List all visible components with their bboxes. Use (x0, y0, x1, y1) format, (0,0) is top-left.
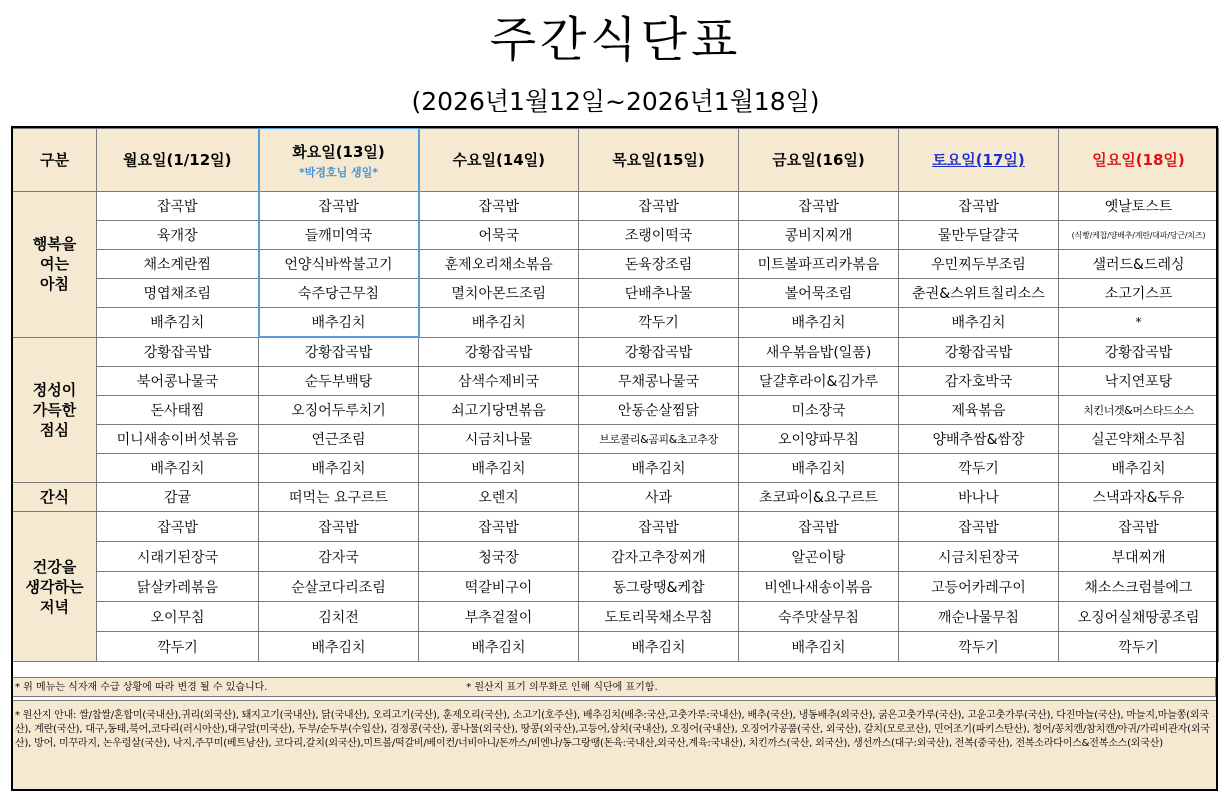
breakfast-menu-item: 어묵국 (419, 221, 579, 250)
lunch-menu-item: 깍두기 (899, 454, 1059, 483)
breakfast-menu-item: 언양식바싹불고기 (259, 250, 419, 279)
lunch-label: 정성이 가득한 점심 (13, 337, 97, 483)
lunch-menu-item: 무채콩나물국 (579, 367, 739, 396)
dinner-menu-item: 잡곡밥 (419, 512, 579, 542)
lunch-menu-item: 달걀후라이&김가루 (739, 367, 899, 396)
snack-menu-item: 사과 (579, 483, 739, 512)
breakfast-menu-item: 숙주당근무침 (259, 279, 419, 308)
dinner-menu-item: 감자국 (259, 542, 419, 572)
breakfast-menu-item: 샐러드&드레싱 (1059, 250, 1219, 279)
breakfast-menu-item: 물만두달걀국 (899, 221, 1059, 250)
header-wednesday: 수요일(14일) (419, 128, 579, 192)
breakfast-menu-item: 춘권&스위트칠리소스 (899, 279, 1059, 308)
lunch-menu-item: 실곤약채소무침 (1059, 425, 1219, 454)
breakfast-menu-item: 잡곡밥 (739, 192, 899, 221)
breakfast-menu-item: 잡곡밥 (579, 192, 739, 221)
lunch-menu-item: 브로콜리&곰피&초고추장 (579, 425, 739, 454)
lunch-menu-item: 오이양파무침 (739, 425, 899, 454)
lunch-menu-item: 시금치나물 (419, 425, 579, 454)
dinner-menu-item: 오징어실채땅콩조림 (1059, 602, 1219, 632)
origin-notice: * 원산지 표기 의무화로 인해 식단에 표기함. (466, 682, 658, 693)
breakfast-menu-item: 잡곡밥 (97, 192, 259, 221)
lunch-menu-item: 강황잡곡밥 (899, 337, 1059, 367)
header-friday: 금요일(16일) (739, 128, 899, 192)
lunch-row (13, 396, 1219, 425)
snack-menu-item: 스낵과자&두유 (1059, 483, 1219, 512)
lunch-menu-item: 강황잡곡밥 (259, 337, 419, 367)
breakfast-menu-item: 배추김치 (739, 308, 899, 338)
dinner-menu-item: 깍두기 (97, 632, 259, 662)
dinner-menu-item: 고등어카레구이 (899, 572, 1059, 602)
breakfast-menu-item: 채소계란찜 (97, 250, 259, 279)
header-category: 구분 (13, 128, 97, 192)
lunch-menu-item: 낙지연포탕 (1059, 367, 1219, 396)
breakfast-menu-item: 우민찌두부조림 (899, 250, 1059, 279)
dinner-menu-item: 숙주맛살무침 (739, 602, 899, 632)
breakfast-label: 행복을 여는 아침 (13, 192, 97, 338)
breakfast-menu-item: 옛날토스트 (1059, 192, 1219, 221)
dinner-menu-item: 잡곡밥 (579, 512, 739, 542)
dinner-menu-item: 배추김치 (579, 632, 739, 662)
lunch-menu-item: 강황잡곡밥 (419, 337, 579, 367)
birthday-note: *박경호님 생일* (298, 165, 379, 179)
header-tuesday (259, 128, 419, 192)
dinner-menu-item: 배추김치 (419, 632, 579, 662)
dinner-label: 건강을 생각하는 저녁 (13, 512, 97, 662)
lunch-row (13, 454, 1219, 483)
page-title: 주간식단표 (489, 12, 742, 68)
breakfast-menu-item: 육개장 (97, 221, 259, 250)
lunch-row (13, 337, 1219, 367)
dinner-menu-item: 잡곡밥 (259, 512, 419, 542)
snack-menu-item: 바나나 (899, 483, 1059, 512)
dinner-menu-item: 청국장 (419, 542, 579, 572)
breakfast-menu-item: 배추김치 (97, 308, 259, 338)
lunch-menu-item: 새우볶음밥(일품) (739, 337, 899, 367)
lunch-menu-item: 감자호박국 (899, 367, 1059, 396)
header-saturday-label: 토요일(17일) (932, 151, 1025, 170)
breakfast-menu-item: 훈제오리채소볶음 (419, 250, 579, 279)
dinner-menu-item: 닭살카레볶음 (97, 572, 259, 602)
breakfast-menu-item: * (1059, 308, 1219, 338)
header-saturday (899, 128, 1059, 192)
dinner-menu-item: 동그랑땡&케찹 (579, 572, 739, 602)
breakfast-menu-item: 배추김치 (419, 308, 579, 338)
dinner-menu-item: 순살코다리조림 (259, 572, 419, 602)
snack-row (13, 483, 1219, 512)
dinner-menu-item: 부대찌개 (1059, 542, 1219, 572)
breakfast-menu-item: 콩비지찌개 (739, 221, 899, 250)
lunch-menu-item: 미소장국 (739, 396, 899, 425)
dinner-row (13, 602, 1219, 632)
dinner-menu-item: 비엔나새송이볶음 (739, 572, 899, 602)
header-tuesday-label: 화요일(13일) (292, 142, 385, 161)
dinner-menu-item: 알곤이탕 (739, 542, 899, 572)
breakfast-menu-item: 잡곡밥 (259, 192, 419, 221)
breakfast-menu-item: 단배추나물 (579, 279, 739, 308)
lunch-menu-item: 배추김치 (1059, 454, 1219, 483)
lunch-menu-item: 제육볶음 (899, 396, 1059, 425)
breakfast-menu-item: 잡곡밥 (899, 192, 1059, 221)
snack-menu-item: 감귤 (97, 483, 259, 512)
lunch-menu-item: 안동순살찜닭 (579, 396, 739, 425)
header-thursday: 목요일(15일) (579, 128, 739, 192)
menu-table (12, 127, 1219, 662)
snack-menu-item: 초코파이&요구르트 (739, 483, 899, 512)
dinner-menu-item: 잡곡밥 (1059, 512, 1219, 542)
lunch-menu-item: 배추김치 (419, 454, 579, 483)
notes-change (12, 677, 1216, 697)
dinner-menu-item: 채소스크럼블에그 (1059, 572, 1219, 602)
snack-menu-item: 오렌지 (419, 483, 579, 512)
dinner-menu-item: 배추김치 (739, 632, 899, 662)
dinner-menu-item: 떡갈비구이 (419, 572, 579, 602)
header-row (13, 128, 1219, 192)
lunch-menu-item: 배추김치 (97, 454, 259, 483)
lunch-menu-item: 강황잡곡밥 (579, 337, 739, 367)
lunch-menu-item: 오징어두루치기 (259, 396, 419, 425)
lunch-menu-item: 연근조림 (259, 425, 419, 454)
dinner-menu-item: 깨순나물무침 (899, 602, 1059, 632)
dinner-menu-item: 도토리묵채소무침 (579, 602, 739, 632)
dinner-menu-item: 잡곡밥 (739, 512, 899, 542)
lunch-row (13, 425, 1219, 454)
lunch-menu-item: 배추김치 (579, 454, 739, 483)
breakfast-menu-item: 깍두기 (579, 308, 739, 338)
dinner-menu-item: 부추겉절이 (419, 602, 579, 632)
change-notice: * 위 메뉴는 식자재 수급 상황에 따라 변경 될 수 있습니다. (15, 682, 268, 693)
breakfast-menu-item: 명엽채조림 (97, 279, 259, 308)
date-range: (2026년1월12일~2026년1월18일) (411, 87, 820, 116)
lunch-menu-item: 배추김치 (739, 454, 899, 483)
dinner-menu-item: 깍두기 (899, 632, 1059, 662)
breakfast-menu-item: 배추김치 (259, 308, 419, 338)
dinner-row (13, 512, 1219, 542)
dinner-menu-item: 깍두기 (1059, 632, 1219, 662)
lunch-menu-item: 강황잡곡밥 (97, 337, 259, 367)
breakfast-menu-item: 멸치아몬드조림 (419, 279, 579, 308)
dinner-menu-item: 잡곡밥 (97, 512, 259, 542)
breakfast-menu-item: 조랭이떡국 (579, 221, 739, 250)
header-sunday: 일요일(18일) (1059, 128, 1219, 192)
breakfast-row (13, 221, 1219, 250)
dinner-menu-item: 김치전 (259, 602, 419, 632)
dinner-menu-item: 감자고추장찌개 (579, 542, 739, 572)
dinner-row (13, 572, 1219, 602)
dinner-menu-item: 배추김치 (259, 632, 419, 662)
lunch-menu-item: 순두부백탕 (259, 367, 419, 396)
breakfast-row (13, 192, 1219, 221)
snack-menu-item: 떠먹는 요구르트 (259, 483, 419, 512)
breakfast-row (13, 308, 1219, 338)
header-monday: 월요일(1/12일) (97, 128, 259, 192)
dinner-menu-item: 잡곡밥 (899, 512, 1059, 542)
lunch-menu-item: 미니새송이버섯볶음 (97, 425, 259, 454)
dinner-row (13, 632, 1219, 662)
breakfast-menu-item: 볼어묵조림 (739, 279, 899, 308)
breakfast-menu-item: 배추김치 (899, 308, 1059, 338)
lunch-menu-item: 쇠고기당면볶음 (419, 396, 579, 425)
lunch-row (13, 367, 1219, 396)
breakfast-menu-item: 잡곡밥 (419, 192, 579, 221)
breakfast-menu-item: 미트볼파프리카볶음 (739, 250, 899, 279)
breakfast-menu-item: 들깨미역국 (259, 221, 419, 250)
lunch-menu-item: 북어콩나물국 (97, 367, 259, 396)
dinner-row (13, 542, 1219, 572)
lunch-menu-item: 치킨너겟&머스타드소스 (1059, 396, 1219, 425)
dinner-menu-item: 오이무침 (97, 602, 259, 632)
lunch-menu-item: 돈사태찜 (97, 396, 259, 425)
breakfast-menu-item: 소고기스프 (1059, 279, 1219, 308)
breakfast-menu-item: (식빵/케찹/양배추/계란/대파/당근/치즈) (1059, 221, 1219, 250)
lunch-menu-item: 양배추쌈&쌈장 (899, 425, 1059, 454)
breakfast-row (13, 250, 1219, 279)
breakfast-row (13, 279, 1219, 308)
lunch-menu-item: 강황잡곡밥 (1059, 337, 1219, 367)
dinner-menu-item: 시래기된장국 (97, 542, 259, 572)
origin-info: * 원산지 안내: 쌀/찹쌀/혼합미(국내산),귀리(외국산), 돼지고기(국내산), 닭(국내산), 오리고기(국산), 훈제오리(국산), 소고기(호주산), 배추김치(배추:국산,고춧가루:국내산), 배추(국산), 냉동배추(외국산), 굵은고춧가루(국산), 고운고춧가루(국산), 다진마늘(국산), 마늘지,마늘쫑(외국산), 계란(국산), 대구,동태,북어,코다리(러시아산),대구알(미국산), 두부/순두부(수입산), 검정콩(국산), 콩나물(외국산), 땅콩(외국산),고등어,삼치(국내산), 오징어(국내산), 오징어가공품(국산, 외국산), 갈치(모로코산), 민어조기(파키스탄산), 청어/꽁치캔/참치캔/아귀/가리비관자(외국산), 방어, 미꾸라지, 논우렁살(국산), 낙지,주꾸미(베트남산), 코다리,갈치(외국산),미트볼/떡갈비/베이컨/너비아니/돈까스/비엔나/동그랑땡(돈육:국내산,외국산,계육:국내산), 치킨까스(국산, 외국산), 생선까스(대구:외국산), 전복(중국산), 전복소라다이스&전복소스(외국산) (12, 700, 1218, 790)
snack-label: 간식 (13, 483, 97, 512)
dinner-menu-item: 시금치된장국 (899, 542, 1059, 572)
lunch-menu-item: 배추김치 (259, 454, 419, 483)
breakfast-menu-item: 돈육장조림 (579, 250, 739, 279)
lunch-menu-item: 삼색수제비국 (419, 367, 579, 396)
